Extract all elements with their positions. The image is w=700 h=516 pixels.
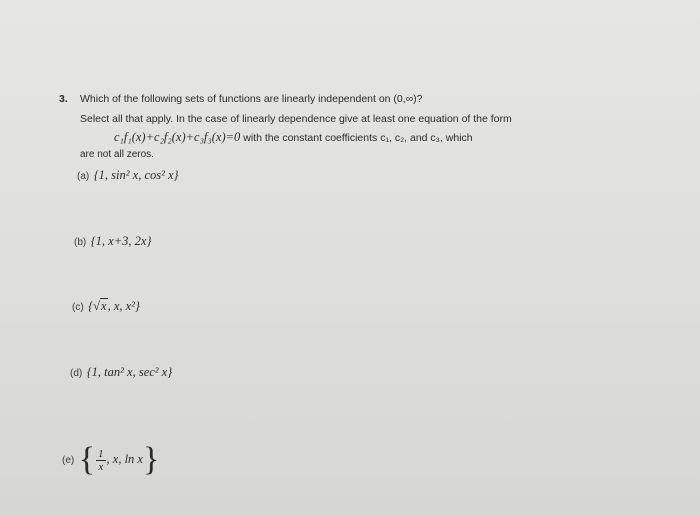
option-e-rest: , x, ln x <box>106 451 143 466</box>
option-b-set: {1, x+3, 2x} <box>90 234 152 248</box>
option-b[interactable] <box>74 232 151 250</box>
option-c-rest: , x, x²} <box>107 299 140 313</box>
option-a-set: {1, sin² x, cos² x} <box>93 168 179 182</box>
option-d[interactable] <box>70 363 172 381</box>
left-brace: { <box>78 441 96 478</box>
fraction-numerator: 1 <box>98 447 104 460</box>
option-d-set: {1, tan² x, sec² x} <box>86 365 173 379</box>
equation-line <box>114 130 473 145</box>
option-e[interactable] <box>62 443 159 477</box>
fraction <box>96 448 106 473</box>
fraction-denominator: x <box>98 460 104 473</box>
question-number: 3. <box>59 93 68 105</box>
option-a[interactable] <box>77 166 179 184</box>
sqrt-symbol: √x <box>93 299 107 313</box>
right-brace: } <box>142 441 160 478</box>
sqrt-radicand: x <box>101 299 107 313</box>
option-e-set <box>78 441 160 478</box>
option-a-label: (a) <box>77 171 90 182</box>
question-instruction: Select all that apply. In the case of linearly dependence give at least one equation of the form <box>80 113 512 125</box>
option-c[interactable] <box>72 297 140 315</box>
question-continuation: are not all zeros. <box>80 149 154 160</box>
option-c-open-brace: { <box>88 299 94 313</box>
option-e-label: (e) <box>62 454 75 466</box>
option-c-set <box>88 299 140 313</box>
dependence-equation: c₁f₁(x)+c₂f₂(x)+c₃f₃(x)=0 <box>114 130 241 144</box>
option-c-label: (c) <box>72 302 84 313</box>
equation-tail: with the constant coefficients c₁, c₂, and c₃, which <box>243 132 473 144</box>
option-d-label: (d) <box>70 368 83 379</box>
question-prompt: Which of the following sets of functions are linearly independent on (0,∞)? <box>80 93 423 105</box>
option-b-label: (b) <box>74 237 87 248</box>
